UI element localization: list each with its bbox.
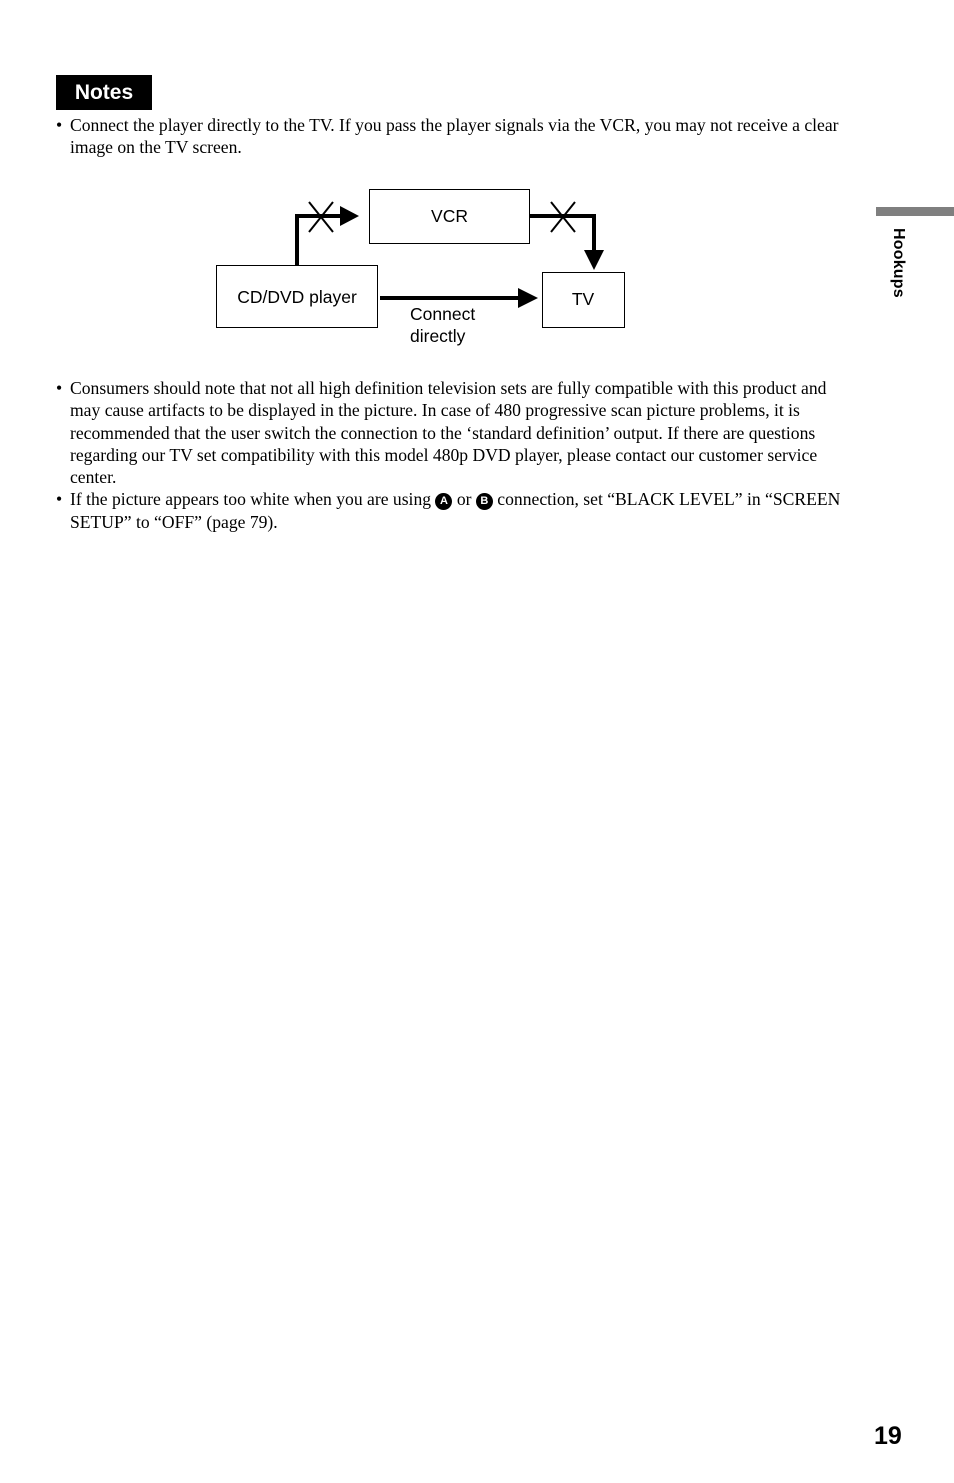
note-item	[56, 488, 861, 533]
vcr-to-tv-arrow	[530, 216, 604, 270]
connection-b-badge: B	[476, 493, 493, 510]
notes-list-bottom	[56, 377, 861, 533]
page-number: 19	[874, 1422, 902, 1450]
note-text: If the picture appears too white when you are using	[70, 489, 436, 510]
connection-a-badge: A	[435, 493, 452, 510]
note-item: • Connect the player directly to the TV. If you pass the player signals via the VCR, you may not receive a clear image on the TV screen.	[56, 114, 861, 159]
vcr-label: VCR	[431, 206, 468, 226]
note-item: • Consumers should note that not all high definition television sets are fully compatible with this product and may cause artifacts to be displayed in the picture. In case of 480 progressive scan picture problems, it is recommended that the user switch the connection to the ‘standard definition’ output. If there are questions regarding our TV set compatibility with this model 480p DVD player, please contact our customer service center.	[56, 377, 861, 488]
tv-label: TV	[571, 289, 595, 309]
player-label: CD/DVD player	[237, 287, 357, 307]
note-text: connection, set “BLACK LEVEL” in “SCREEN SETUP” to “OFF” (page 79).	[70, 489, 841, 532]
connect-directly-label-line2: directly	[410, 326, 466, 346]
section-tab-label: Hookups	[890, 228, 907, 298]
connection-diagram	[0, 0, 954, 360]
notes-heading: Notes	[56, 75, 152, 110]
connect-directly-label-line1: Connect	[410, 304, 476, 324]
section-tab-bar	[876, 207, 954, 216]
note-text: or	[452, 489, 476, 510]
player-to-vcr-arrow	[297, 206, 359, 265]
